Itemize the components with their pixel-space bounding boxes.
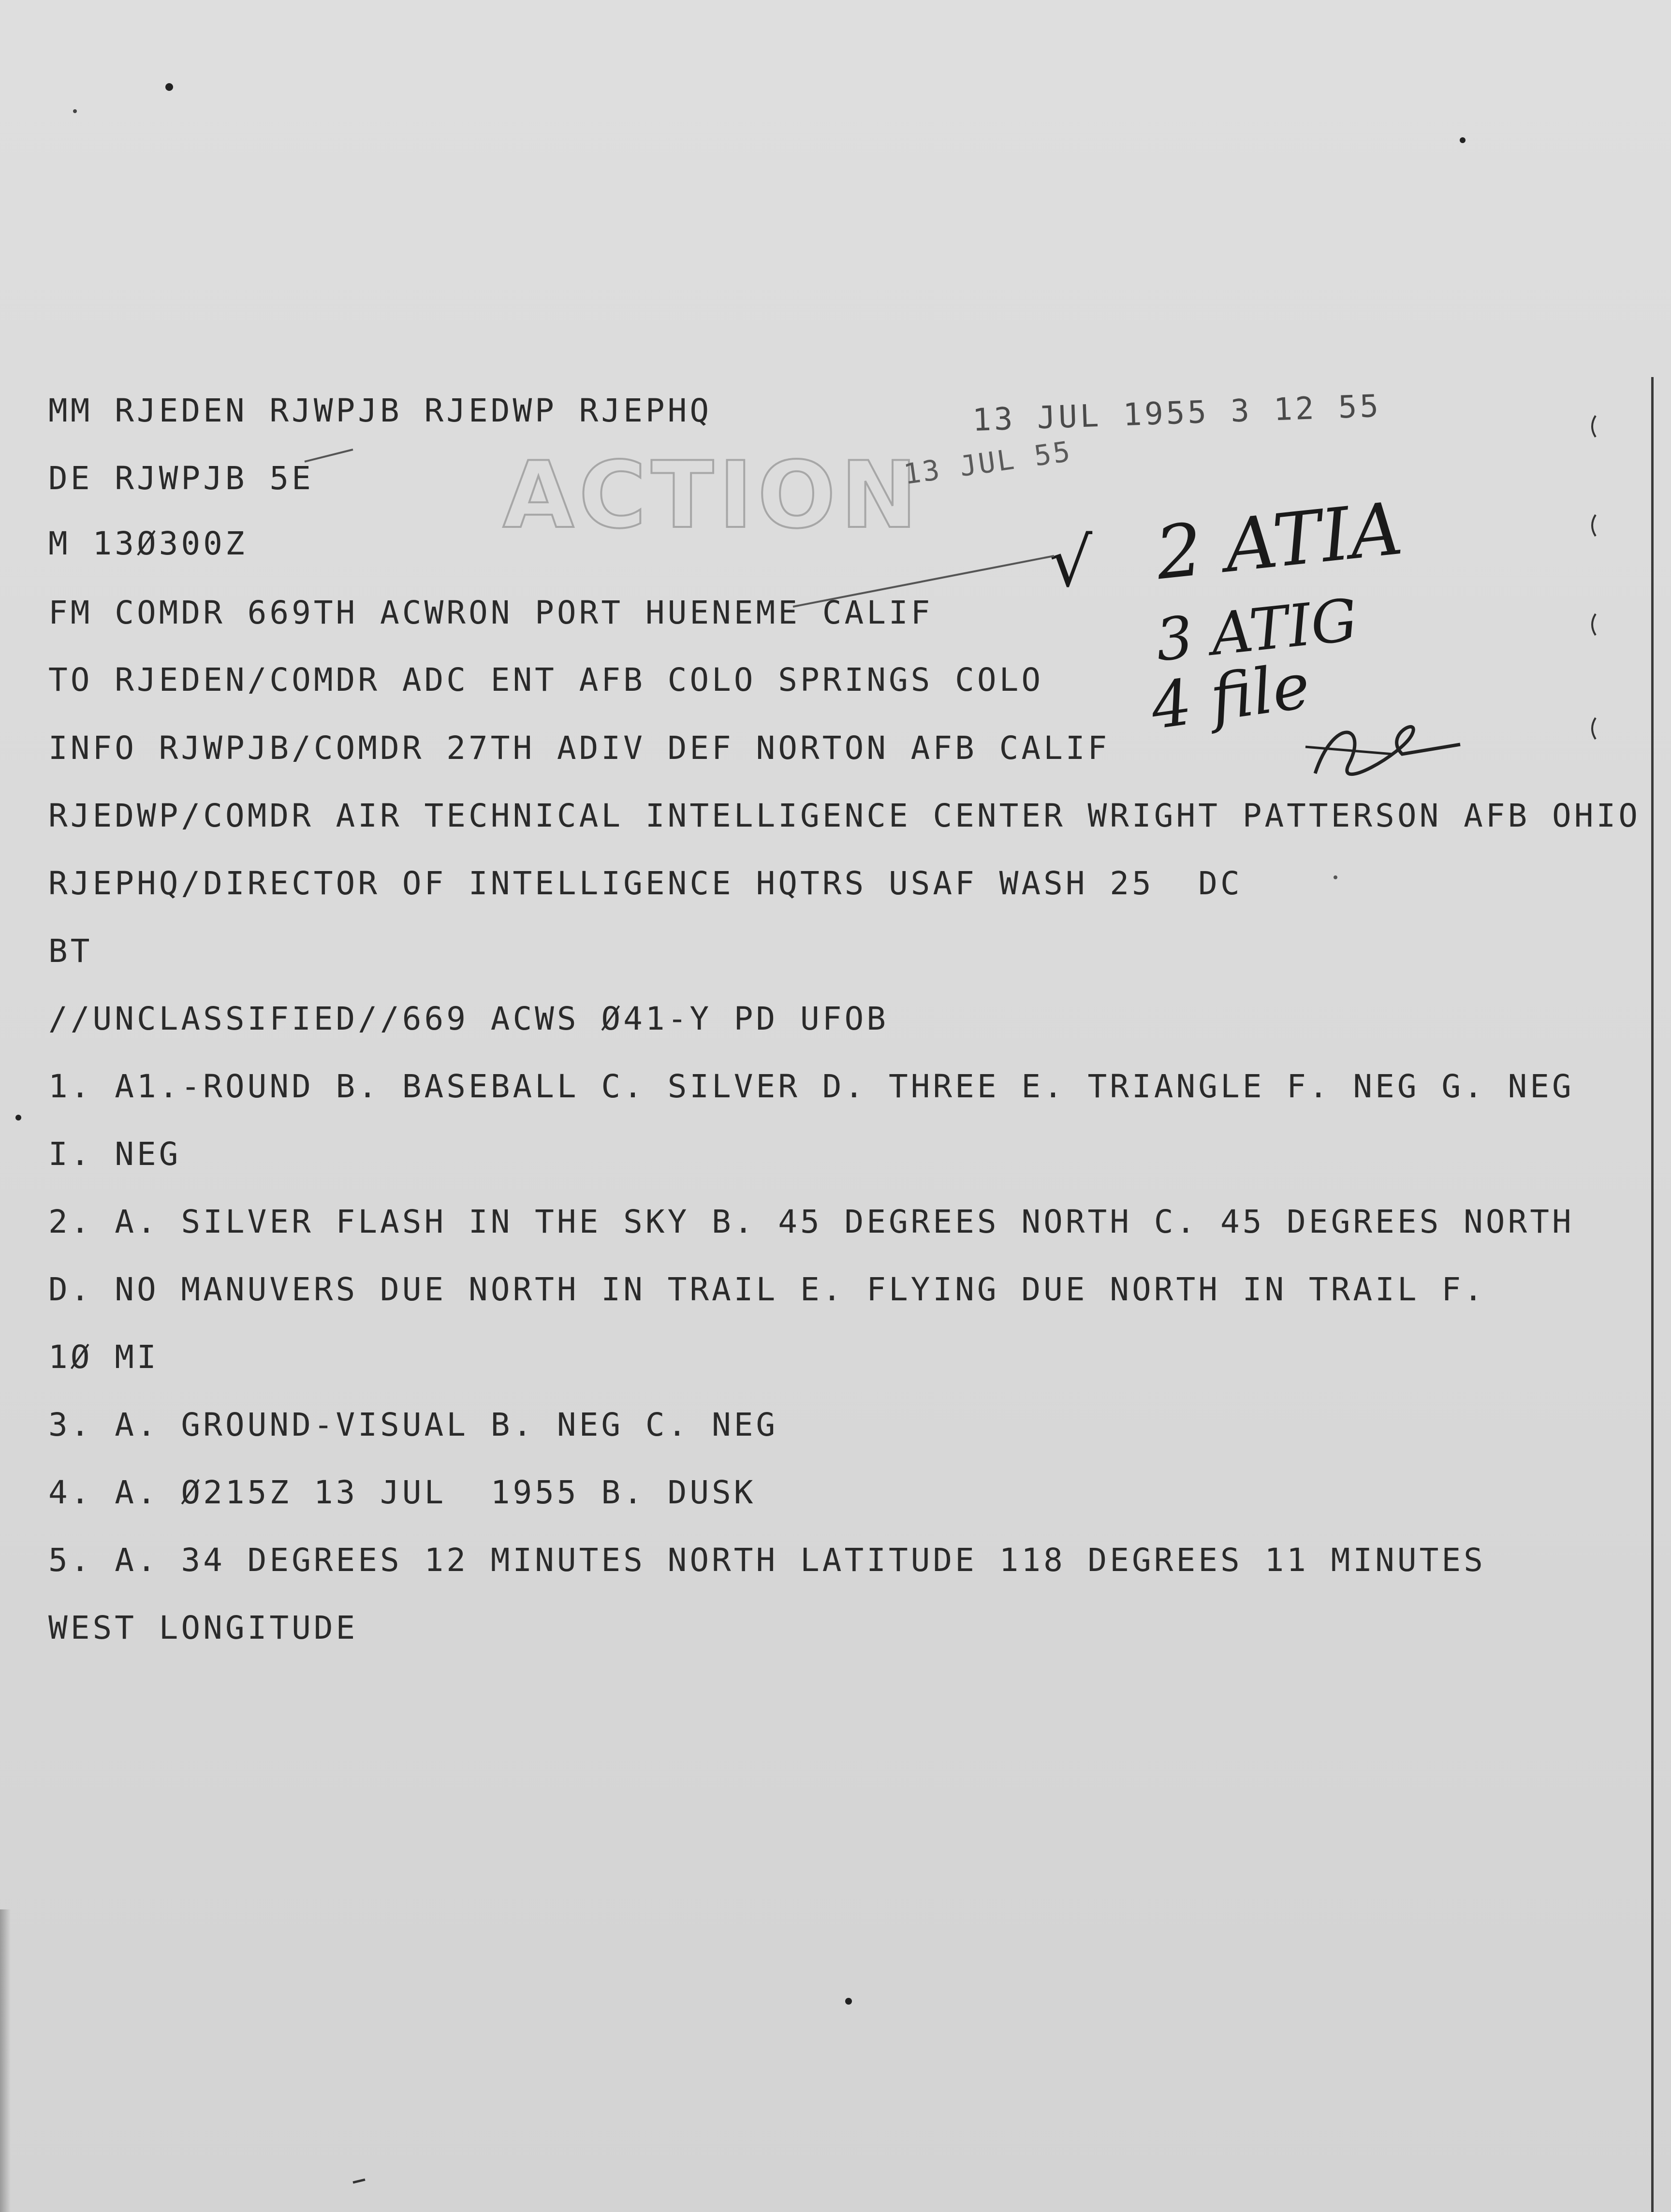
speck bbox=[845, 1998, 852, 2005]
punch-mark bbox=[1592, 718, 1596, 739]
info-line: INFO RJWPJB/COMDR 27TH ADIV DEF NORTON AFB CALIF bbox=[48, 729, 1110, 767]
speck bbox=[15, 1115, 21, 1121]
item-5-continued: WEST LONGITUDE bbox=[48, 1609, 358, 1646]
handwritten-file: 4 file bbox=[1146, 648, 1315, 744]
speck bbox=[353, 2180, 365, 2183]
item-3: 3. A. GROUND-VISUAL B. NEG C. NEG bbox=[48, 1406, 778, 1443]
item-2: 2. A. SILVER FLASH IN THE SKY B. 45 DEGREES NORTH C. 45 DEGREES NORTH bbox=[48, 1203, 1574, 1240]
initials-underline bbox=[1305, 747, 1392, 754]
de-line: DE RJWPJB 5E bbox=[48, 460, 314, 497]
speck bbox=[73, 109, 77, 113]
item-2-continued-2: 1Ø MI bbox=[48, 1339, 159, 1376]
speck bbox=[1334, 875, 1337, 879]
handwritten-atia: 2 ATIA bbox=[1152, 486, 1407, 597]
speck bbox=[165, 83, 173, 91]
handwritten-check: √ bbox=[1049, 524, 1093, 602]
pen-stroke bbox=[793, 556, 1054, 607]
info-line-2: RJEDWP/COMDR AIR TECHNICAL INTELLIGENCE CENTER WRIGHT PATTERSON AFB OHIO bbox=[48, 797, 1641, 834]
routing-line: MM RJEDEN RJWPJB RJEDWP RJEPHQ bbox=[48, 392, 712, 429]
item-5: 5. A. 34 DEGREES 12 MINUTES NORTH LATITUDE 118 DEGREES 11 MINUTES bbox=[48, 1542, 1486, 1579]
received-date-stamp: 13 JUL 1955 3 12 55 bbox=[971, 388, 1382, 438]
to-line: TO RJEDEN/COMDR ADC ENT AFB COLO SPRINGS COLO bbox=[48, 661, 1044, 699]
punch-mark bbox=[1592, 614, 1596, 635]
speck bbox=[1460, 137, 1466, 143]
pen-stroke bbox=[305, 450, 353, 462]
small-date-stamp: 13 JUL 55 bbox=[901, 435, 1074, 491]
punch-mark bbox=[1592, 515, 1596, 536]
item-4: 4. A. Ø215Z 13 JUL 1955 B. DUSK bbox=[48, 1474, 756, 1511]
subject-line: //UNCLASSIFIED//669 ACWS Ø41-Y PD UFOB bbox=[48, 1000, 889, 1037]
action-stamp: ACTION bbox=[503, 442, 923, 549]
item-1-continued: I. NEG bbox=[48, 1135, 181, 1173]
handwritten-atig: 3 ATIG bbox=[1152, 586, 1361, 675]
item-2-continued: D. NO MANUVERS DUE NORTH IN TRAIL E. FLYING DUE NORTH IN TRAIL F. bbox=[48, 1271, 1486, 1308]
info-line-3: RJEPHQ/DIRECTOR OF INTELLIGENCE HQTRS USAF WASH 25 DC bbox=[48, 865, 1243, 902]
item-1: 1. A1.-ROUND B. BASEBALL C. SILVER D. THREE E. TRIANGLE F. NEG G. NEG bbox=[48, 1068, 1574, 1105]
bt-line: BT bbox=[48, 932, 93, 970]
from-line: FM COMDR 669TH ACWRON PORT HUENEME CALIF bbox=[48, 594, 933, 631]
punch-mark bbox=[1592, 416, 1596, 437]
message-id-line: M 13Ø300Z bbox=[48, 525, 248, 562]
